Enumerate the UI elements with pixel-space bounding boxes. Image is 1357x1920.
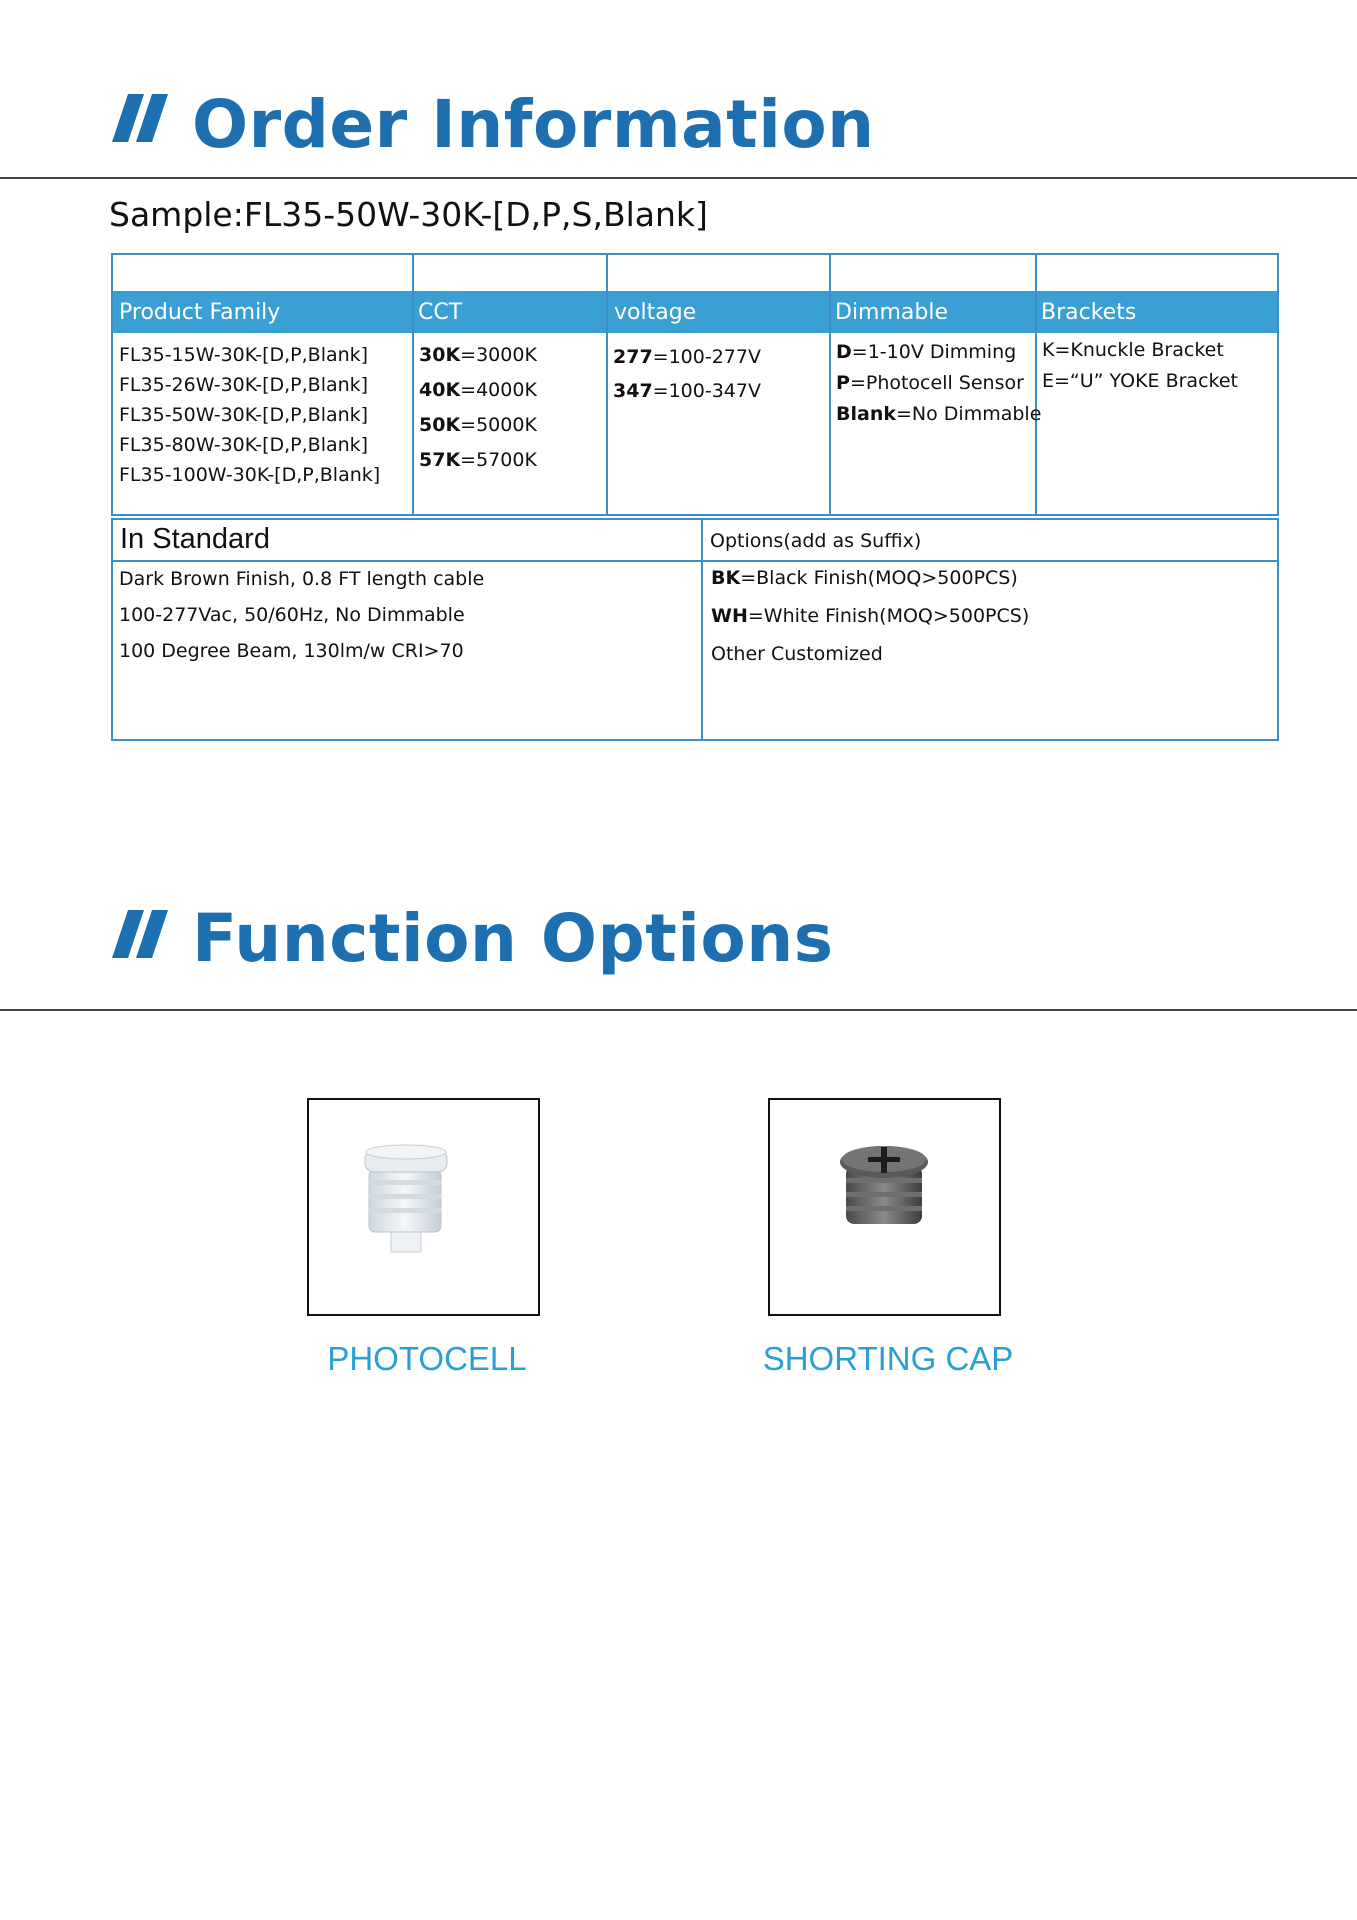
list-item: Other Customized bbox=[711, 643, 883, 665]
product-family-list bbox=[119, 340, 380, 490]
header-voltage: voltage bbox=[614, 300, 697, 325]
divider bbox=[113, 560, 1277, 562]
brackets-list bbox=[1042, 335, 1238, 397]
list-item: Blank=No Dimmable bbox=[836, 403, 1042, 425]
list-item: Dark Brown Finish, 0.8 FT length cable bbox=[119, 568, 485, 590]
list-item: FL35-50W-30K-[D,P,Blank] bbox=[119, 404, 369, 426]
list-item: 347=100-347V bbox=[613, 380, 761, 402]
list-item: E=“U” YOKE Bracket bbox=[1042, 370, 1238, 392]
dimmable-list bbox=[836, 337, 1041, 430]
list-item: FL35-80W-30K-[D,P,Blank] bbox=[119, 434, 369, 456]
double-slash-icon bbox=[112, 94, 170, 144]
list-item: 40K=4000K bbox=[419, 379, 537, 401]
list-item: WH=White Finish(MOQ>500PCS) bbox=[711, 605, 1030, 627]
header-brackets: Brackets bbox=[1041, 300, 1137, 325]
list-item: 50K=5000K bbox=[419, 414, 537, 436]
divider bbox=[0, 177, 1357, 179]
list-item: K=Knuckle Bracket bbox=[1042, 339, 1224, 361]
divider bbox=[829, 255, 831, 514]
options-title: Options(add as Suffix) bbox=[710, 530, 922, 552]
list-item: FL35-100W-30K-[D,P,Blank] bbox=[119, 464, 381, 486]
double-slash-icon bbox=[112, 910, 170, 960]
standard-options-table bbox=[111, 518, 1279, 741]
cct-list bbox=[419, 338, 537, 478]
header-cct: CCT bbox=[418, 300, 463, 325]
photocell-image-frame bbox=[307, 1098, 540, 1316]
in-standard-title: In Standard bbox=[120, 523, 270, 555]
options-list bbox=[711, 567, 1029, 681]
divider bbox=[412, 255, 414, 514]
page-title: Order Information bbox=[192, 86, 875, 163]
voltage-list bbox=[613, 340, 761, 408]
list-item: 100 Degree Beam, 130lm/w CRI>70 bbox=[119, 640, 464, 662]
header-product-family: Product Family bbox=[119, 300, 281, 325]
divider bbox=[0, 1009, 1357, 1011]
shorting-cap-image bbox=[770, 1100, 999, 1314]
sample-code: Sample:FL35-50W-30K-[D,P,S,Blank] bbox=[109, 195, 708, 234]
list-item: BK=Black Finish(MOQ>500PCS) bbox=[711, 567, 1018, 589]
list-item: FL35-15W-30K-[D,P,Blank] bbox=[119, 344, 369, 366]
product-label-photocell: PHOTOCELL bbox=[327, 1340, 527, 1377]
divider bbox=[606, 255, 608, 514]
header-dimmable: Dimmable bbox=[835, 300, 949, 325]
photocell-image bbox=[309, 1100, 538, 1314]
list-item: FL35-26W-30K-[D,P,Blank] bbox=[119, 374, 369, 396]
product-label-shorting-cap: SHORTING CAP bbox=[762, 1340, 1014, 1377]
list-item: D=1-10V Dimming bbox=[836, 341, 1017, 363]
section-title: Function Options bbox=[192, 900, 834, 977]
shorting-cap-image-frame bbox=[768, 1098, 1001, 1316]
divider bbox=[701, 520, 703, 739]
order-table bbox=[111, 253, 1279, 516]
list-item: 100-277Vac, 50/60Hz, No Dimmable bbox=[119, 604, 465, 626]
list-item: P=Photocell Sensor bbox=[836, 372, 1024, 394]
list-item: 277=100-277V bbox=[613, 346, 761, 368]
list-item: 30K=3000K bbox=[419, 344, 537, 366]
list-item: 57K=5700K bbox=[419, 449, 537, 471]
standard-list bbox=[119, 568, 484, 676]
